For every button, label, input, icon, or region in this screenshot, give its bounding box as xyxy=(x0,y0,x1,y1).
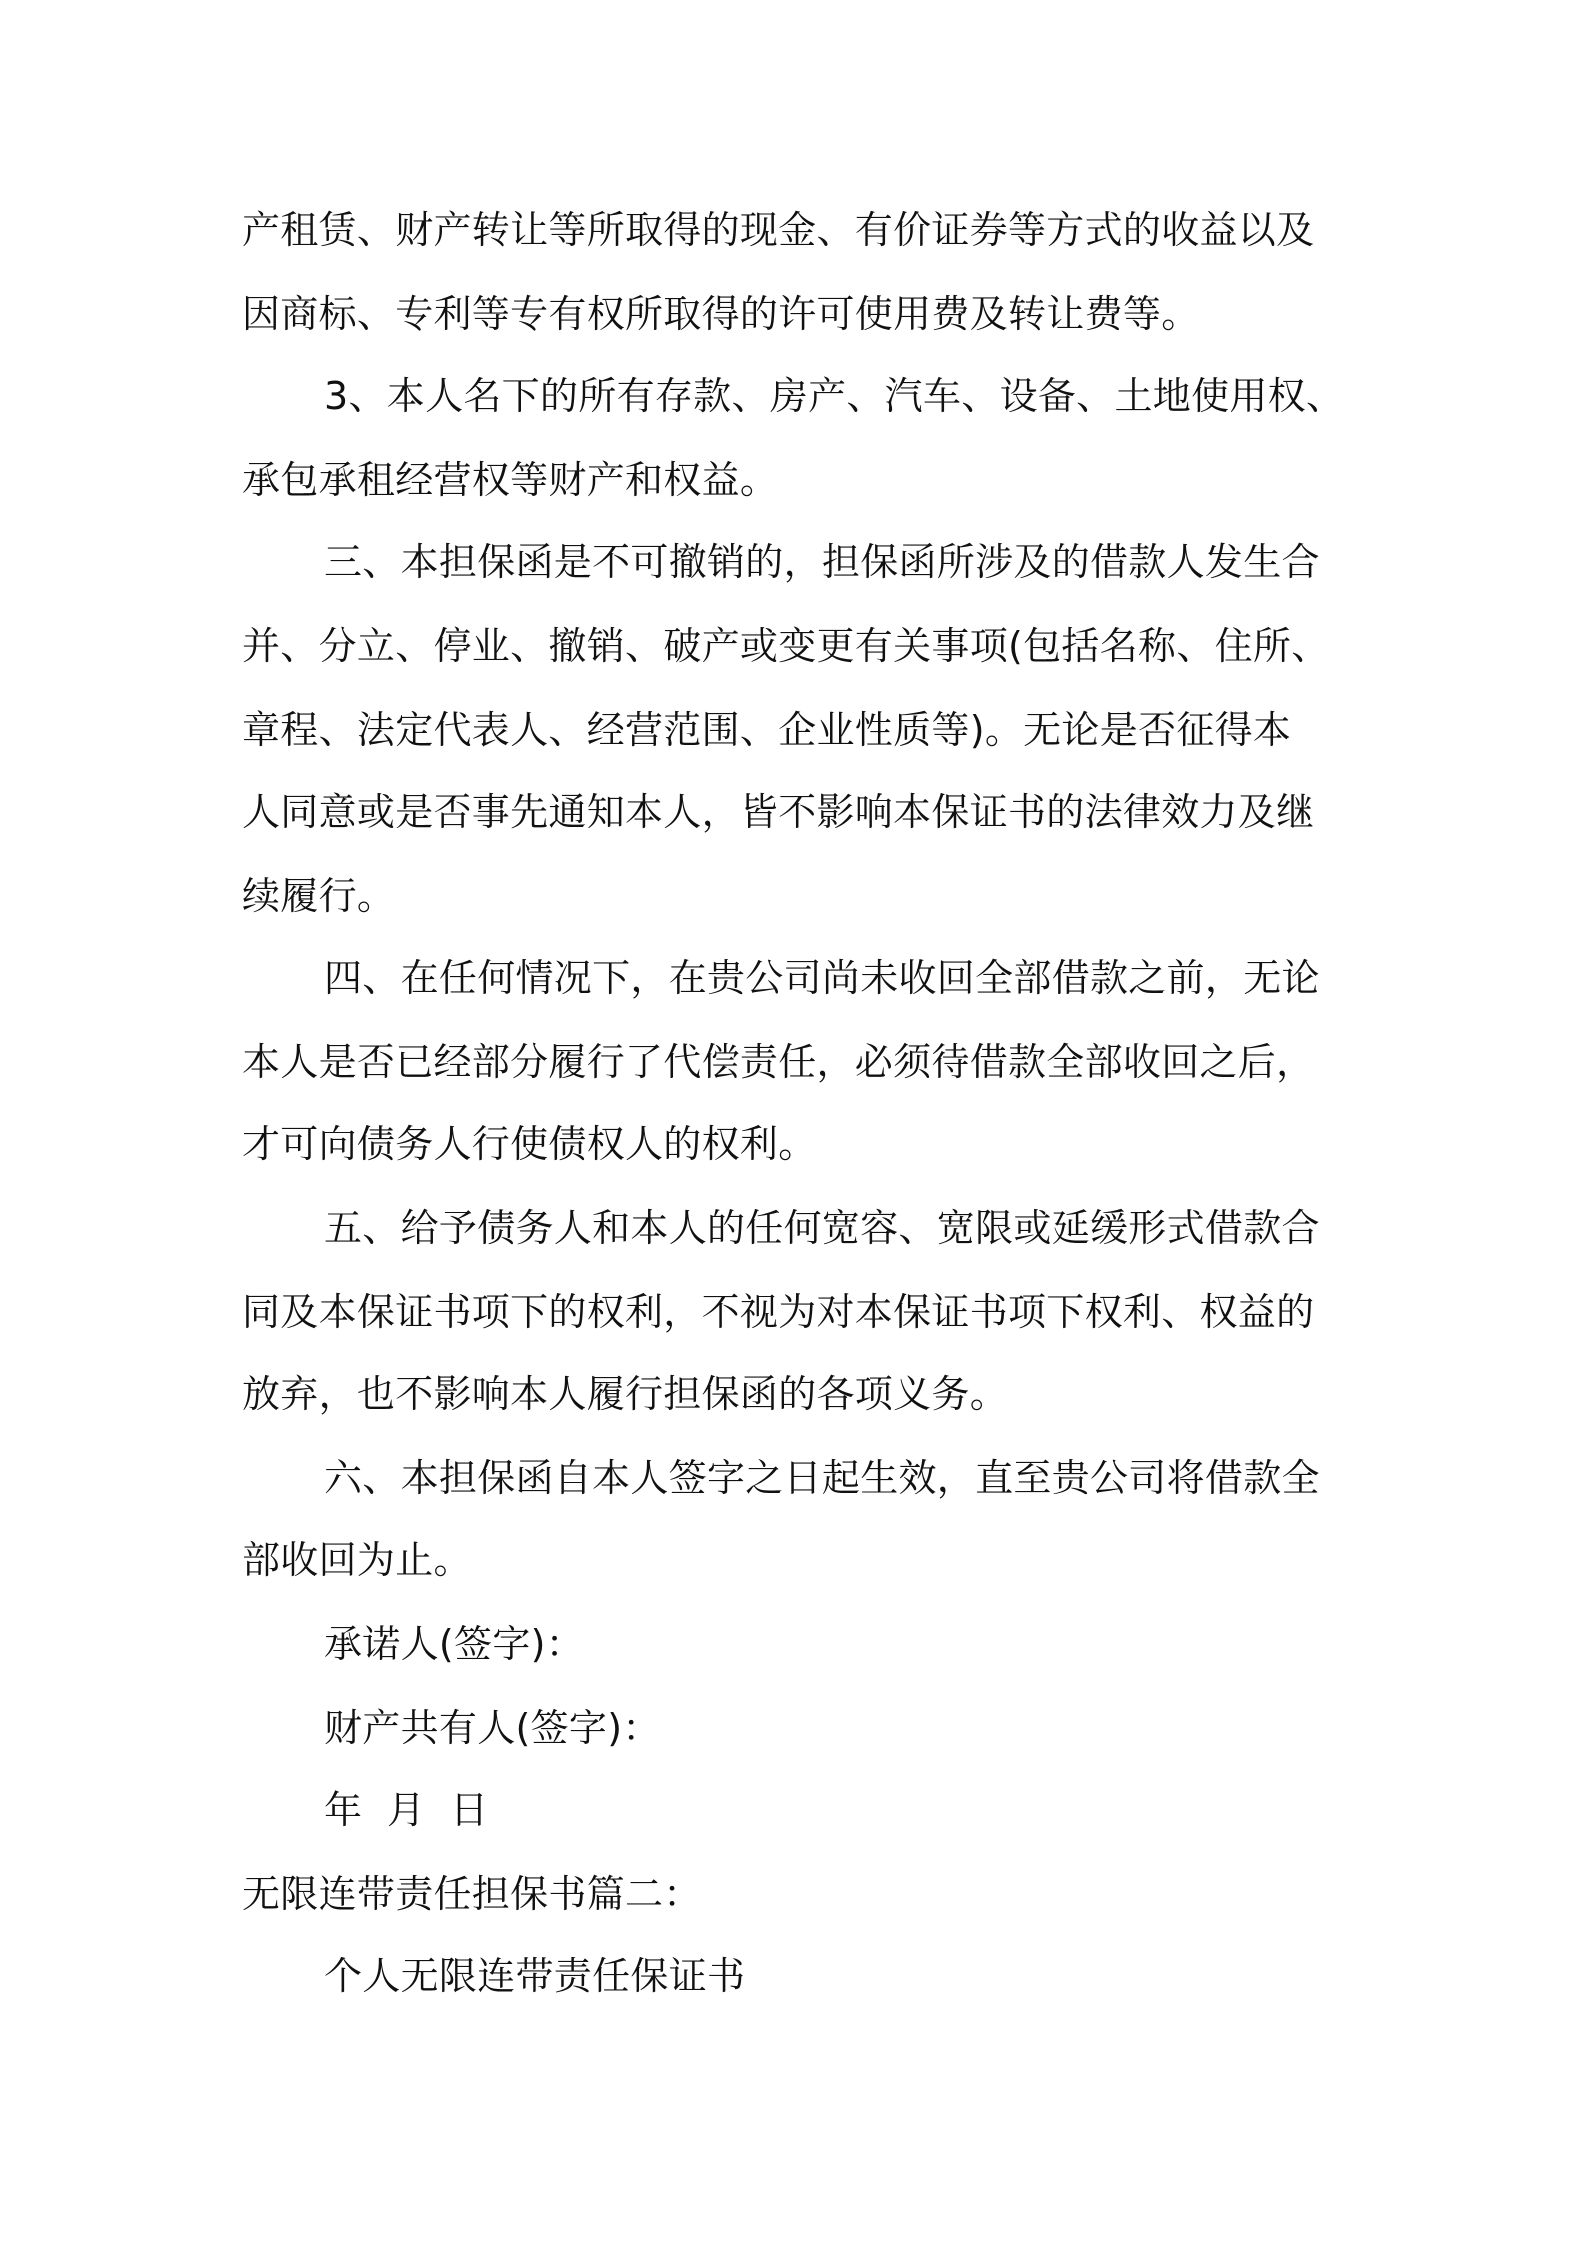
text-line: 五、给予债务人和本人的任何宽容、宽限或延缓形式借款合 xyxy=(324,1206,1320,1250)
text-line: 才可向债务人行使债权人的权利。 xyxy=(242,1122,817,1166)
signature-label-promisor: 承诺人(签字)： xyxy=(324,1622,585,1666)
text-line: 3、本人名下的所有存款、房产、汽车、设备、土地使用权、 xyxy=(324,374,1345,418)
text-line: 因商标、专利等专有权所取得的许可使用费及转让费等。 xyxy=(242,292,1200,336)
document-title: 个人无限连带责任保证书 xyxy=(324,1954,746,1998)
text-line: 三、本担保函是不可撤销的，担保函所涉及的借款人发生合 xyxy=(324,540,1320,584)
section-heading: 无限连带责任担保书篇二： xyxy=(242,1872,702,1916)
text-line: 续履行。 xyxy=(242,874,396,918)
text-line: 产租赁、财产转让等所取得的现金、有价证券等方式的收益以及 xyxy=(242,208,1315,252)
text-line: 部收回为止。 xyxy=(242,1538,472,1582)
text-line: 同及本保证书项下的权利，不视为对本保证书项下权利、权益的 xyxy=(242,1290,1315,1334)
text-line: 本人是否已经部分履行了代偿责任，必须待借款全部收回之后， xyxy=(242,1040,1315,1084)
date-line: 年 月 日 xyxy=(324,1788,489,1832)
text-line: 人同意或是否事先通知本人，皆不影响本保证书的法律效力及继 xyxy=(242,790,1315,834)
text-line: 六、本担保函自本人签字之日起生效，直至贵公司将借款全 xyxy=(324,1456,1320,1500)
text-line: 并、分立、停业、撤销、破产或变更有关事项(包括名称、住所、 xyxy=(242,624,1330,668)
text-line: 承包承租经营权等财产和权益。 xyxy=(242,458,779,502)
signature-label-co-owner: 财产共有人(签字)： xyxy=(324,1706,661,1750)
text-line: 放弃，也不影响本人履行担保函的各项义务。 xyxy=(242,1372,1009,1416)
text-line: 四、在任何情况下，在贵公司尚未收回全部借款之前，无论 xyxy=(324,956,1320,1000)
text-line: 章程、法定代表人、经营范围、企业性质等)。无论是否征得本 xyxy=(242,708,1292,752)
